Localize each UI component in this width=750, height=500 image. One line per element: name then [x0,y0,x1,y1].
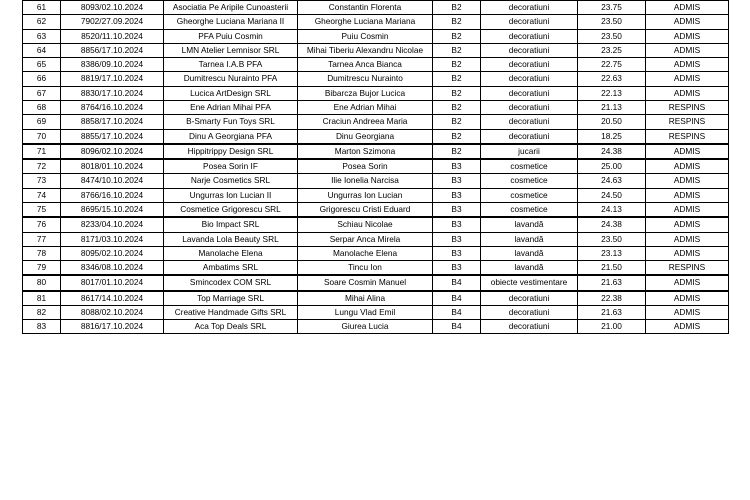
cell-nr: 75 [23,202,61,217]
cell-numar_data: 8858/17.10.2024 [61,115,164,129]
cell-numar_data: 8233/04.10.2024 [61,217,164,232]
cell-zona: B3 [433,261,481,276]
cell-nr: 66 [23,72,61,86]
cell-reprezentant: Giurea Lucia [298,320,433,334]
cell-reprezentant: Ungurras Ion Lucian [298,188,433,202]
cell-solicitant: Hippitrippy Design SRL [164,144,298,159]
cell-reprezentant: Tarnea Anca Bianca [298,58,433,72]
cell-numar_data: 8617/14.10.2024 [61,291,164,306]
cell-punctaj: 21.50 [578,261,646,276]
cell-produse: cosmetice [481,188,578,202]
cell-rezultat: RESPINS [646,115,729,129]
cell-rezultat: ADMIS [646,275,729,290]
cell-punctaj: 21.63 [578,305,646,319]
cell-zona: B3 [433,202,481,217]
cell-rezultat: ADMIS [646,29,729,43]
cell-reprezentant: Ilie Ionelia Narcisa [298,174,433,188]
cell-nr: 71 [23,144,61,159]
cell-rezultat: RESPINS [646,100,729,114]
cell-zona: B2 [433,29,481,43]
cell-zona: B4 [433,275,481,290]
cell-solicitant: Posea Sorin IF [164,159,298,174]
cell-nr: 78 [23,246,61,260]
cell-solicitant: Creative Handmade Gifts SRL [164,305,298,319]
cell-nr: 67 [23,86,61,100]
cell-reprezentant: Mihai Alina [298,291,433,306]
cell-reprezentant: Dumitrescu Nurainto [298,72,433,86]
cell-zona: B3 [433,217,481,232]
cell-produse: cosmetice [481,174,578,188]
cell-nr: 79 [23,261,61,276]
cell-zona: B2 [433,15,481,29]
cell-zona: B3 [433,159,481,174]
cell-punctaj: 23.75 [578,1,646,15]
cell-punctaj: 24.63 [578,174,646,188]
cell-numar_data: 8095/02.10.2024 [61,246,164,260]
cell-punctaj: 23.50 [578,29,646,43]
cell-nr: 80 [23,275,61,290]
cell-reprezentant: Posea Sorin [298,159,433,174]
cell-solicitant: Bio Impact SRL [164,217,298,232]
cell-numar_data: 8474/10.10.2024 [61,174,164,188]
cell-numar_data: 8171/03.10.2024 [61,232,164,246]
table-row [23,305,729,319]
cell-nr: 73 [23,174,61,188]
table-row [23,72,729,86]
cell-punctaj: 21.13 [578,100,646,114]
cell-numar_data: 8816/17.10.2024 [61,320,164,334]
cell-produse: decoratiuni [481,43,578,57]
cell-reprezentant: Dinu Georgiana [298,129,433,144]
cell-numar_data: 8520/11.10.2024 [61,29,164,43]
cell-punctaj: 22.75 [578,58,646,72]
cell-produse: lavandă [481,217,578,232]
cell-produse: decoratiuni [481,1,578,15]
cell-reprezentant: Serpar Anca Mirela [298,232,433,246]
cell-zona: B4 [433,291,481,306]
cell-rezultat: ADMIS [646,159,729,174]
cell-reprezentant: Ene Adrian Mihai [298,100,433,114]
cell-solicitant: Cosmetice Grigorescu SRL [164,202,298,217]
cell-punctaj: 18.25 [578,129,646,144]
cell-solicitant: PFA Puiu Cosmin [164,29,298,43]
table-row [23,86,729,100]
cell-zona: B2 [433,72,481,86]
cell-zona: B3 [433,174,481,188]
cell-numar_data: 7902/27.09.2024 [61,15,164,29]
table-row [23,217,729,232]
cell-zona: B3 [433,232,481,246]
cell-nr: 82 [23,305,61,319]
cell-nr: 65 [23,58,61,72]
cell-punctaj: 20.50 [578,115,646,129]
cell-punctaj: 24.38 [578,144,646,159]
cell-reprezentant: Bibarcza Bujor Lucica [298,86,433,100]
cell-produse: decoratiuni [481,72,578,86]
cell-zona: B3 [433,188,481,202]
cell-produse: lavandă [481,261,578,276]
table-row [23,115,729,129]
cell-reprezentant: Grigorescu Cristi Eduard [298,202,433,217]
cell-zona: B2 [433,43,481,57]
cell-zona: B4 [433,320,481,334]
cell-rezultat: ADMIS [646,86,729,100]
cell-reprezentant: Manolache Elena [298,246,433,260]
cell-numar_data: 8830/17.10.2024 [61,86,164,100]
cell-zona: B4 [433,305,481,319]
cell-punctaj: 21.00 [578,320,646,334]
cell-produse: obiecte vestimentare [481,275,578,290]
cell-nr: 74 [23,188,61,202]
cell-nr: 76 [23,217,61,232]
cell-solicitant: B-Smarty Fun Toys SRL [164,115,298,129]
cell-numar_data: 8819/17.10.2024 [61,72,164,86]
table-row [23,188,729,202]
cell-solicitant: Top Marriage SRL [164,291,298,306]
cell-produse: decoratiuni [481,115,578,129]
cell-reprezentant: Constantin Florenta [298,1,433,15]
cell-numar_data: 8855/17.10.2024 [61,129,164,144]
cell-solicitant: Ambatims SRL [164,261,298,276]
cell-rezultat: ADMIS [646,246,729,260]
cell-solicitant: Narje Cosmetics SRL [164,174,298,188]
cell-reprezentant: Gheorghe Luciana Mariana [298,15,433,29]
cell-rezultat: ADMIS [646,320,729,334]
cell-solicitant: Lucica ArtDesign SRL [164,86,298,100]
table-row [23,100,729,114]
cell-rezultat: ADMIS [646,58,729,72]
cell-numar_data: 8695/15.10.2024 [61,202,164,217]
cell-solicitant: Dinu A Georgiana PFA [164,129,298,144]
cell-solicitant: Aca Top Deals SRL [164,320,298,334]
cell-nr: 61 [23,1,61,15]
cell-zona: B2 [433,129,481,144]
cell-solicitant: LMN Atelier Lemnisor SRL [164,43,298,57]
table-row [23,174,729,188]
cell-reprezentant: Mihai Tiberiu Alexandru Nicolae [298,43,433,57]
cell-zona: B2 [433,58,481,72]
cell-solicitant: Tarnea I.A.B PFA [164,58,298,72]
cell-produse: decoratiuni [481,29,578,43]
cell-produse: lavandă [481,246,578,260]
cell-nr: 77 [23,232,61,246]
cell-numar_data: 8018/01.10.2024 [61,159,164,174]
cell-reprezentant: Schiau Nicolae [298,217,433,232]
cell-rezultat: ADMIS [646,144,729,159]
cell-solicitant: Dumitrescu Nurainto PFA [164,72,298,86]
cell-rezultat: ADMIS [646,15,729,29]
table-body [23,1,729,334]
cell-reprezentant: Soare Cosmin Manuel [298,275,433,290]
cell-solicitant: Gheorghe Luciana Mariana II [164,15,298,29]
cell-rezultat: ADMIS [646,232,729,246]
cell-solicitant: Lavanda Lola Beauty SRL [164,232,298,246]
cell-reprezentant: Tincu Ion [298,261,433,276]
cell-punctaj: 25.00 [578,159,646,174]
cell-produse: decoratiuni [481,100,578,114]
cell-solicitant: Ungurras Ion Lucian II [164,188,298,202]
cell-produse: decoratiuni [481,15,578,29]
cell-nr: 69 [23,115,61,129]
cell-solicitant: Smincodex COM SRL [164,275,298,290]
cell-reprezentant: Lungu Vlad Emil [298,305,433,319]
cell-punctaj: 22.63 [578,72,646,86]
cell-numar_data: 8856/17.10.2024 [61,43,164,57]
cell-produse: decoratiuni [481,305,578,319]
cell-punctaj: 24.13 [578,202,646,217]
cell-punctaj: 23.25 [578,43,646,57]
cell-zona: B2 [433,86,481,100]
table-row [23,320,729,334]
cell-produse: cosmetice [481,202,578,217]
cell-punctaj: 23.13 [578,246,646,260]
cell-rezultat: ADMIS [646,43,729,57]
table-row [23,29,729,43]
cell-numar_data: 8764/16.10.2024 [61,100,164,114]
cell-punctaj: 23.50 [578,232,646,246]
cell-nr: 63 [23,29,61,43]
table-row [23,202,729,217]
cell-numar_data: 8346/08.10.2024 [61,261,164,276]
cell-rezultat: ADMIS [646,174,729,188]
table-row [23,15,729,29]
cell-rezultat: RESPINS [646,129,729,144]
cell-produse: cosmetice [481,159,578,174]
cell-nr: 68 [23,100,61,114]
cell-zona: B2 [433,144,481,159]
table-row [23,232,729,246]
cell-produse: lavandă [481,232,578,246]
cell-nr: 70 [23,129,61,144]
table-row [23,159,729,174]
cell-zona: B2 [433,100,481,114]
cell-zona: B3 [433,246,481,260]
cell-punctaj: 24.38 [578,217,646,232]
cell-solicitant: Ene Adrian Mihai PFA [164,100,298,114]
cell-nr: 83 [23,320,61,334]
cell-rezultat: ADMIS [646,72,729,86]
cell-numar_data: 8386/09.10.2024 [61,58,164,72]
cell-nr: 72 [23,159,61,174]
cell-punctaj: 24.50 [578,188,646,202]
cell-rezultat: ADMIS [646,291,729,306]
table-row [23,43,729,57]
cell-nr: 62 [23,15,61,29]
cell-rezultat: ADMIS [646,305,729,319]
cell-rezultat: RESPINS [646,261,729,276]
cell-produse: jucarii [481,144,578,159]
table-row [23,129,729,144]
cell-solicitant: Asociatia Pe Aripile Cunoasterii [164,1,298,15]
cell-solicitant: Manolache Elena [164,246,298,260]
cell-numar_data: 8766/16.10.2024 [61,188,164,202]
table-row [23,261,729,276]
cell-rezultat: ADMIS [646,202,729,217]
cell-reprezentant: Craciun Andreea Maria [298,115,433,129]
cell-numar_data: 8096/02.10.2024 [61,144,164,159]
cell-rezultat: ADMIS [646,188,729,202]
table-row [23,1,729,15]
cell-reprezentant: Marton Szimona [298,144,433,159]
cell-numar_data: 8088/02.10.2024 [61,305,164,319]
table-row [23,291,729,306]
cell-punctaj: 22.38 [578,291,646,306]
cell-zona: B2 [433,1,481,15]
cell-numar_data: 8017/01.10.2024 [61,275,164,290]
table-row [23,144,729,159]
cell-punctaj: 23.50 [578,15,646,29]
cell-reprezentant: Puiu Cosmin [298,29,433,43]
table-row [23,275,729,290]
cell-zona: B2 [433,115,481,129]
cell-rezultat: ADMIS [646,1,729,15]
cell-punctaj: 21.63 [578,275,646,290]
cell-nr: 81 [23,291,61,306]
cell-produse: decoratiuni [481,58,578,72]
cell-produse: decoratiuni [481,129,578,144]
table-row [23,58,729,72]
cell-produse: decoratiuni [481,291,578,306]
cell-nr: 64 [23,43,61,57]
applicants-table [22,0,729,334]
cell-produse: decoratiuni [481,320,578,334]
table-row [23,246,729,260]
cell-numar_data: 8093/02.10.2024 [61,1,164,15]
cell-rezultat: ADMIS [646,217,729,232]
cell-produse: decoratiuni [481,86,578,100]
cell-punctaj: 22.13 [578,86,646,100]
